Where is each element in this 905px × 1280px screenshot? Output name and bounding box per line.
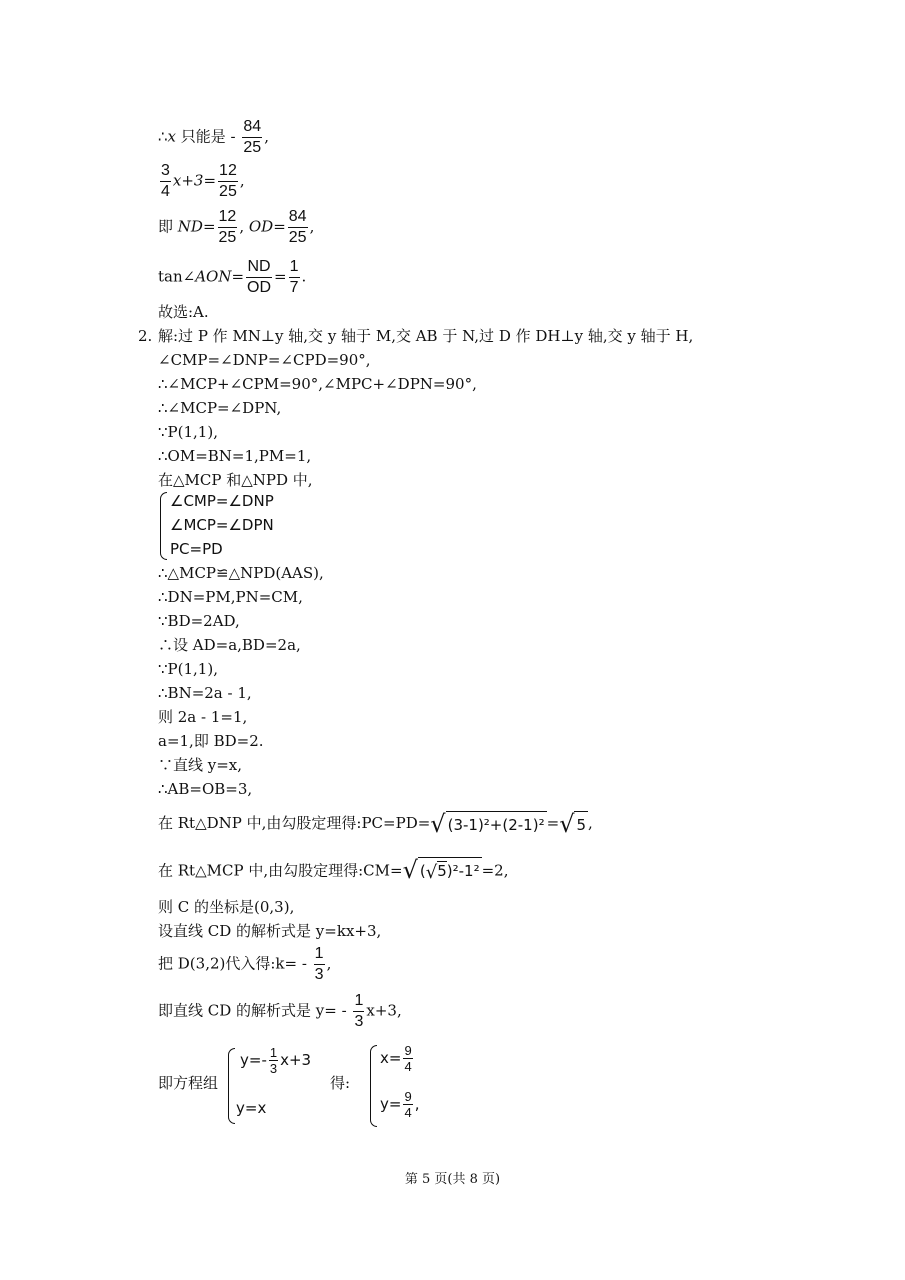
numerator: 1 <box>289 257 300 278</box>
line-a: a=1,即 BD=2. <box>158 732 264 750</box>
line-ab-ob: ∴AB=OB=3, <box>158 780 253 798</box>
line-triangles: 在△MCP 和△NPD 中, <box>158 471 313 489</box>
line-congruent: ∴△MCP≌△NPD(AAS), <box>158 564 324 582</box>
numerator: 9 <box>404 1043 412 1058</box>
text: 把 D(3,2)代入得:k= - <box>158 954 312 973</box>
punct: , <box>414 1095 420 1113</box>
equals: = <box>274 267 287 286</box>
denominator: 4 <box>404 1059 412 1074</box>
line-dn-pm: ∴DN=PM,PN=CM, <box>158 588 303 606</box>
brace-icon <box>228 1048 235 1124</box>
fraction <box>403 1043 412 1074</box>
text: 只能是 - <box>176 127 241 146</box>
numerator: 1 <box>314 944 325 965</box>
text: x+3 <box>280 1051 312 1069</box>
radical-icon: √ <box>430 809 446 838</box>
line-angle-sums: ∴∠MCP+∠CPM=90°,∠MPC+∠DPN=90°, <box>158 375 477 393</box>
radicand-tail: )²-1² <box>446 862 480 880</box>
fraction <box>160 161 171 202</box>
text: tan∠ <box>158 267 196 286</box>
var-nd: ND <box>177 217 203 236</box>
denominator: 25 <box>288 229 307 246</box>
brace-icon <box>160 492 167 560</box>
system-eq-1 <box>240 1045 311 1076</box>
punct: , <box>239 171 245 190</box>
text: 即直线 CD 的解析式是 y= - <box>158 1001 352 1020</box>
fraction <box>218 207 238 248</box>
numerator: 84 <box>288 207 308 228</box>
line-pc-pd <box>158 810 593 838</box>
line-answer: 故选:A. <box>158 303 209 321</box>
line-angles: ∠CMP=∠DNP=∠CPD=90°, <box>158 351 371 369</box>
var-od: OD <box>248 217 274 236</box>
line-result-label: 得: <box>330 1074 351 1092</box>
sqrt-expression <box>430 811 546 838</box>
denominator: 25 <box>218 229 237 246</box>
line-bd: ∵BD=2AD, <box>158 612 240 630</box>
sqrt-expression <box>559 811 588 838</box>
page-footer: 第 5 页(共 8 页) <box>404 1172 501 1187</box>
line-2a: 则 2a - 1=1, <box>158 708 248 726</box>
line-bn: ∴BN=2a - 1, <box>158 684 252 702</box>
line-cm <box>158 857 508 886</box>
denominator: 3 <box>354 1013 364 1030</box>
numerator: ND <box>246 257 272 278</box>
fraction <box>269 1045 278 1076</box>
line-point-p: ∵P(1,1), <box>158 423 218 441</box>
solution-intro: 解:过 P 作 MN⊥y 轴,交 y 轴于 M,交 AB 于 N,过 D 作 DH⊥y 轴,交 y 轴于 H, <box>158 327 694 345</box>
denominator: 7 <box>289 279 299 296</box>
condition-2: ∠MCP=∠DPN <box>170 516 274 534</box>
radical-icon: √ <box>402 856 418 884</box>
punct: , <box>264 127 269 146</box>
line-k <box>158 944 331 985</box>
solution-x <box>380 1043 415 1074</box>
result: =2, <box>481 861 509 880</box>
punct: , <box>326 954 332 973</box>
numerator: 3 <box>160 161 171 182</box>
denominator: 4 <box>404 1105 412 1120</box>
problem-number: 2. <box>138 327 153 345</box>
radicand <box>418 857 482 886</box>
equals: = <box>273 217 286 236</box>
expression: x+3= <box>172 171 217 190</box>
fraction <box>314 944 325 985</box>
paren: ( <box>419 862 426 880</box>
line-c-coord: 则 C 的坐标是(0,3), <box>158 898 295 916</box>
text: 即 <box>158 217 178 236</box>
denominator: 25 <box>219 183 237 200</box>
equals: = <box>546 814 560 832</box>
var-aon: AON <box>195 267 232 286</box>
numerator: 9 <box>404 1089 412 1104</box>
fraction <box>289 257 300 298</box>
line-point-p-2: ∵P(1,1), <box>158 660 218 678</box>
fraction <box>403 1089 412 1120</box>
punct: x+3, <box>366 1001 402 1020</box>
solution-y <box>380 1089 419 1120</box>
text: 在 Rt△DNP 中,由勾股定理得:PC=PD= <box>158 814 431 832</box>
radical-icon: √ <box>559 809 575 838</box>
brace-icon <box>370 1045 377 1127</box>
denominator: OD <box>247 279 272 296</box>
var-x: x <box>167 127 177 146</box>
text: 在 Rt△MCP 中,由勾股定理得:CM= <box>158 861 403 880</box>
line-om-bn: ∴OM=BN=1,PM=1, <box>158 447 312 465</box>
radicand: 5 <box>574 811 588 838</box>
condition-3: PC=PD <box>170 540 223 558</box>
fraction <box>218 161 238 202</box>
system-eq-2: y=x <box>236 1099 267 1117</box>
denominator: 4 <box>161 183 170 200</box>
punct: , <box>588 814 593 832</box>
equals: = <box>202 217 216 236</box>
denominator: 3 <box>269 1061 278 1076</box>
line-cd-form: 设直线 CD 的解析式是 y=kx+3, <box>158 922 382 940</box>
line-cd-eq <box>158 991 402 1032</box>
line-angle-eq: ∴∠MCP=∠DPN, <box>158 399 282 417</box>
condition-1: ∠CMP=∠DNP <box>170 492 274 510</box>
numerator: 1 <box>269 1045 278 1060</box>
numerator: 12 <box>218 207 238 228</box>
line-system-label: 即方程组 <box>158 1074 219 1092</box>
inner-radicand: 5 <box>437 862 447 880</box>
punct: , <box>239 217 245 236</box>
line-nd-od <box>158 207 314 248</box>
punct: . <box>301 267 307 286</box>
denominator: 3 <box>314 966 324 983</box>
line-equation-1 <box>158 161 245 202</box>
line-let-ad: ∴设 AD=a,BD=2a, <box>158 636 301 654</box>
text: y= <box>380 1095 402 1113</box>
text: y=- <box>240 1051 267 1069</box>
equals: = <box>231 267 245 286</box>
fraction <box>246 257 272 298</box>
therefore-symbol: ∴ <box>158 127 168 146</box>
line-x-value <box>158 117 269 158</box>
line-y-x: ∵直线 y=x, <box>158 756 243 774</box>
radicand: (3-1)²+(2-1)² <box>446 811 547 838</box>
fraction <box>288 207 308 248</box>
numerator: 1 <box>353 991 364 1012</box>
sqrt-expression <box>403 857 482 886</box>
numerator: 12 <box>218 161 238 182</box>
radical-icon: √ <box>425 862 438 883</box>
numerator: 84 <box>242 117 262 138</box>
line-tan <box>158 257 306 298</box>
punct: , <box>309 217 315 236</box>
fraction <box>242 117 262 158</box>
text: x= <box>380 1049 402 1067</box>
fraction <box>353 991 364 1032</box>
denominator: 25 <box>243 139 262 156</box>
